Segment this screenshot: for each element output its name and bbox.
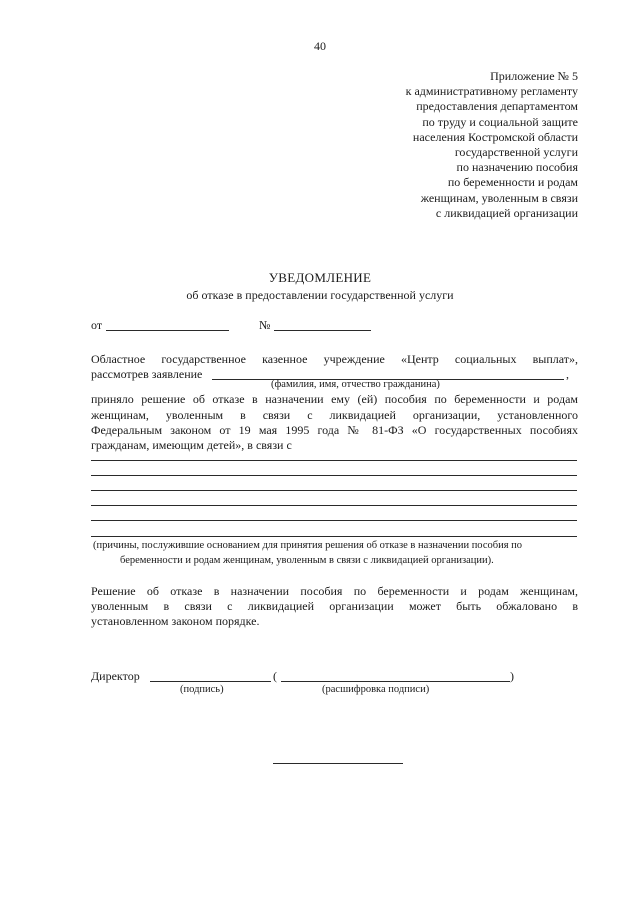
signature-caption: (подпись) bbox=[180, 684, 224, 695]
decision-line: гражданам, имеющим детей», в связи с bbox=[91, 438, 292, 452]
reason-line[interactable] bbox=[91, 460, 577, 461]
director-label: Директор bbox=[91, 669, 140, 683]
appendix-line: женщинам, уволенным в связи bbox=[420, 190, 578, 205]
decoding-caption: (расшифровка подписи) bbox=[322, 684, 430, 695]
applicant-caption: (фамилия, имя, отчество гражданина) bbox=[271, 379, 440, 390]
appeal-line: уволенным в связи с ликвидацией организации может быть обжаловано в bbox=[91, 599, 578, 613]
date-field[interactable] bbox=[106, 330, 229, 331]
signature-field[interactable] bbox=[150, 681, 271, 682]
reason-line[interactable] bbox=[91, 536, 577, 537]
open-paren: ( bbox=[273, 669, 277, 683]
appendix-line: Приложение № 5 bbox=[490, 69, 578, 83]
reason-line[interactable] bbox=[91, 505, 577, 506]
comma: , bbox=[566, 367, 569, 381]
body-line-1: Областное государственное казенное учреждение «Центр социальных выплат», bbox=[91, 352, 578, 366]
reason-line[interactable] bbox=[91, 475, 577, 476]
appendix-block bbox=[318, 69, 578, 221]
appeal-line: установленном законом порядке. bbox=[91, 614, 260, 628]
reason-line[interactable] bbox=[91, 520, 577, 521]
reason-line[interactable] bbox=[91, 490, 577, 491]
decision-line: приняло решение об отказе в назначении ему (ей) пособия по беременности и родам bbox=[91, 392, 578, 406]
appendix-line: населения Костромской области bbox=[412, 129, 578, 144]
notice-title: УВЕДОМЛЕНИЕ bbox=[268, 270, 372, 285]
appendix-line: предоставления департаментом bbox=[416, 99, 578, 114]
reasons-caption: беременности и родам женщинам, уволенным в связи с ликвидацией организации). bbox=[120, 555, 494, 566]
decision-line: Федеральным законом от 19 мая 1995 года № 81-ФЗ «О государственных пособиях bbox=[91, 423, 578, 437]
considered-label: рассмотрев заявление bbox=[91, 367, 203, 381]
signature-decoding-field[interactable] bbox=[281, 681, 510, 682]
number-field[interactable] bbox=[274, 330, 371, 331]
date-label: от bbox=[91, 318, 103, 332]
notice-subtitle: об отказе в предоставлении государственной услуги bbox=[186, 288, 454, 302]
page-number: 40 bbox=[314, 39, 326, 53]
appendix-line: государственной услуги bbox=[454, 145, 578, 160]
reasons-caption: (причины, послужившие основанием для принятия решения об отказе в назначении пособия по bbox=[93, 540, 523, 551]
appeal-line: Решение об отказе в назначении пособия по беременности и родам женщинам, bbox=[91, 584, 578, 598]
appendix-line: по назначению пособия bbox=[456, 160, 578, 175]
appendix-line: по труду и социальной защите bbox=[422, 114, 578, 129]
number-label: № bbox=[259, 318, 271, 332]
appendix-line: по беременности и родам bbox=[447, 175, 578, 190]
close-paren: ) bbox=[510, 669, 514, 683]
appendix-line: к административному регламенту bbox=[405, 84, 578, 99]
decision-line: женщинам, уволенным в связи с ликвидацией организации, установленного bbox=[91, 408, 578, 422]
bottom-divider bbox=[273, 763, 403, 764]
appendix-line: с ликвидацией организации bbox=[435, 205, 578, 220]
